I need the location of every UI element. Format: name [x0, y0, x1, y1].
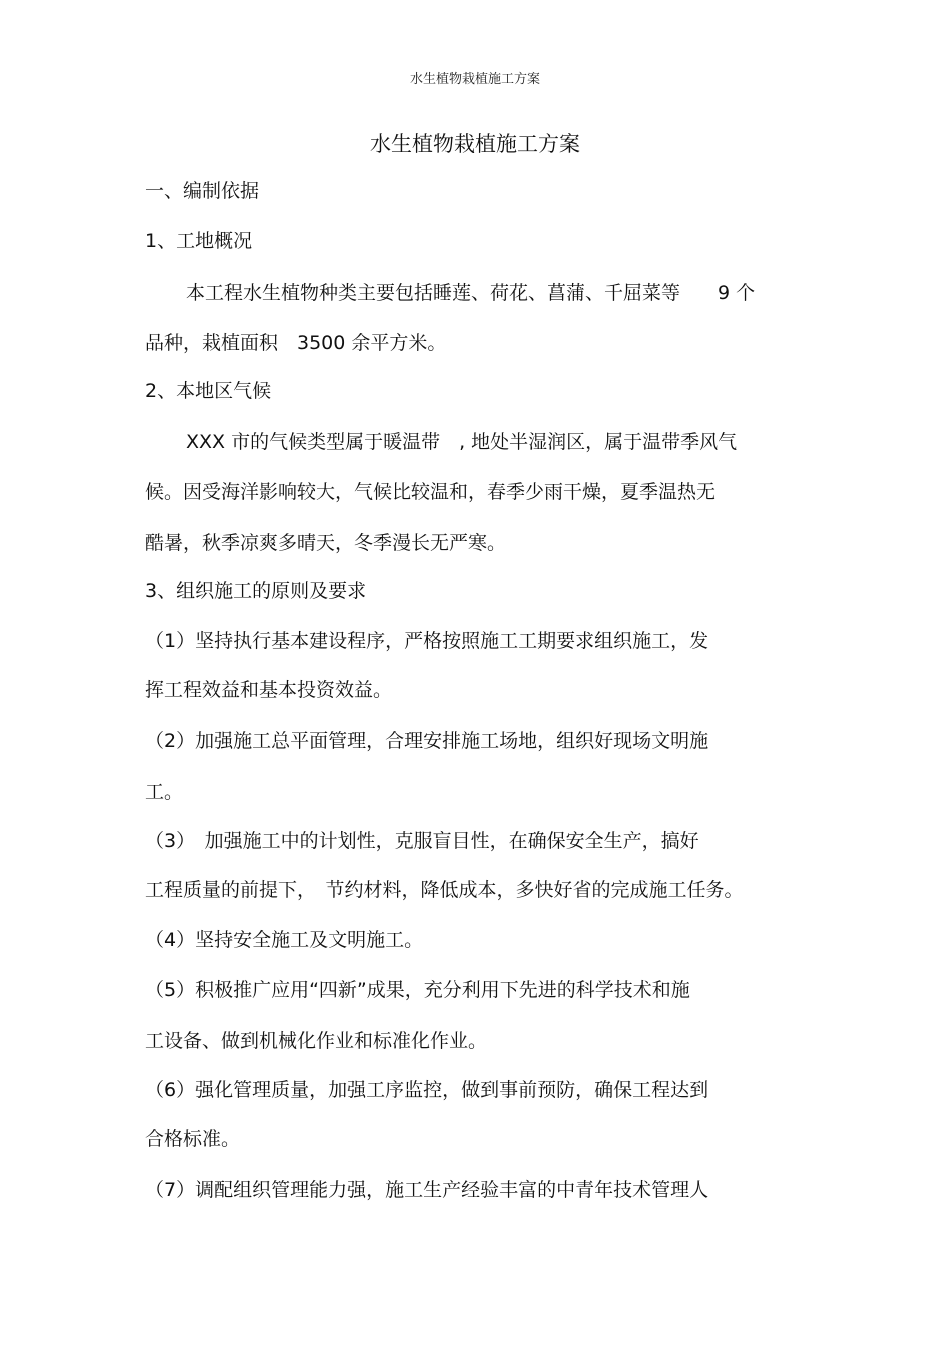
paragraph-line: 合格标准。: [145, 1128, 241, 1150]
paragraph-line: 工设备、做到机械化作业和标准化作业。: [145, 1030, 488, 1052]
subsection-heading: 1、工地概况: [145, 230, 253, 252]
paragraph-line: 挥工程效益和基本投资效益。: [145, 679, 393, 701]
paragraph-line: （5）积极推广应用“四新”成果，充分利用下先进的科学技术和施: [145, 979, 690, 1001]
paragraph-line: （4）坚持安全施工及文明施工。: [145, 929, 424, 951]
subsection-heading: 3、组织施工的原则及要求: [145, 580, 367, 602]
subsection-heading: 2、本地区气候: [145, 380, 272, 402]
paragraph-line: 酷暑，秋季凉爽多晴天，冬季漫长无严寒。: [145, 532, 507, 554]
paragraph-line: 候。因受海洋影响较大，气候比较温和，春季少雨干燥，夏季温热无: [145, 481, 716, 503]
paragraph-line: 本工程水生植物种类主要包括睡莲、荷花、菖蒲、千屈菜等 9 个: [186, 282, 756, 304]
paragraph-line: （3） 加强施工中的计划性，克服盲目性，在确保安全生产，搞好: [145, 830, 699, 852]
paragraph-line: 品种，栽植面积 3500 余平方米。: [145, 332, 447, 354]
paragraph-line: （7）调配组织管理能力强，施工生产经验丰富的中青年技术管理人: [145, 1179, 709, 1201]
paragraph-line: （1）坚持执行基本建设程序，严格按照施工工期要求组织施工，发: [145, 630, 709, 652]
paragraph-line: 工程质量的前提下， 节约材料，降低成本，多快好省的完成施工任务。: [145, 879, 744, 901]
running-header: 水生植物栽植施工方案: [409, 72, 540, 87]
paragraph-line: （2）加强施工总平面管理，合理安排施工场地，组织好现场文明施: [145, 730, 709, 752]
section-heading: 一、编制依据: [145, 180, 260, 202]
document-title: 水生植物栽植施工方案: [370, 132, 580, 156]
paragraph-line: XXX 市的气候类型属于暖温带 , 地处半湿润区，属于温带季风气: [186, 431, 738, 453]
paragraph-line: 工。: [145, 781, 184, 803]
paragraph-line: （6）强化管理质量，加强工序监控，做到事前预防，确保工程达到: [145, 1079, 709, 1101]
